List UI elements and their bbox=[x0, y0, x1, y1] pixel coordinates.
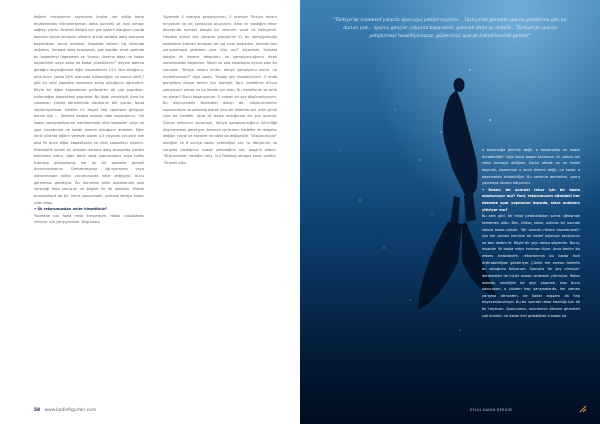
paragraph: Yüzmede çok fazla rekor kırıyordum. Hatta uluslararası rekorlar için yarışıyordum. Düşüncesi bbox=[34, 213, 144, 225]
interview-question: • İlk rekorunuzdan neler hissettiniz? bbox=[34, 207, 107, 212]
interview-question: • Rekor; bir sonraki rekor için bir basla oluşturuyor mu? Yani, rekorunuzun altındaki her deneme spor yapmanın dışında, sizce anlamını yitiriyor mu? bbox=[482, 187, 580, 212]
paragraph: o basamağa gelmek değil, o basamakta ne kadar durabildiğin" diye bana başarı tanımına, ilk zaman bir rekor kırmaya aldığımı. Kadın olmak ve ne hedef koymak, kazanmak o denli önemli değil, ne kadar o basamakta kalabildiğin. Bu nedenle benimkisi, sporu yapmaya devam ediyorum. bbox=[482, 148, 580, 186]
article-column-1 bbox=[34, 14, 144, 226]
pull-quote: "Türkiye'de maalesef yıllarda sporcuyu yetiştirmiyorlar... Türkiye'de genelde sporcu yetiştirme gibi bir durum yok... sporcu gençler çalışırsa başarabilir, gelecek daha iyi olabilir... Türkiye'de sporcu yetiştirmeyi hedefliyorsanız, gözlerimizi açarak bakabilmemiz gerekli" bbox=[333, 18, 567, 40]
paragraph: Yüzmede 5 branşta şampiyonum, 5 branşta Türkiye rekoru kırıyorum ya da şampiyon oluyorum. Ama ilk yaptığım rekor öncesinde serbest dalışta bir rekorum vardı ve kalkışımdı. Hayatta birinci kez yarışma yapıyorum ki, bir şampiyonluğu kaybetme ihtimali olmayan bir işe nasıl başladım. Aslında ben yarışmamaya giderken yine 'olur mu?' diyordum. Serbest dalışta ilk derece rekorumu ve şampiyonluğumu direk zorlanmadan başardım. Takım ve oda arkadaşım ayrıca olan bu sorunda: "Dünya rekoru kırdın, dünya şampiyonu oldun, ne hissediyorsun?" diye sordu. "Boşbir şey hissediyorum. O anda gerçekten dünya benim için bitmişti. Yani, hedefimiz dünya şampiyonu olmak ve bu benim için oldu. Bu hedeflerim ve artık ne olmalı? Bunu başarıyorum. O andaki bir şey düşünmüyorum. Bu düşüncedeki ilkelerden dolayı de, düşüncemlerim sayesindeyiz ve psikolog olarak yeni bir hedefim var, artık şimdi yine bir hedefin. Ama ilk başta olduğunda bir şey lazımdı. Dünya rekorunu korumam, dünya şampiyonluğunu ikinciliğe düşürmemek gerekiyor. Amacım da budur: hedefler ile dalgalar değişir, hayal ve hayaller ve daha da değişebilir. "Düşüncesiyle" dediğim ve 6 seviye kadar yeteneğim var. İyi dalıyorum ve yarışma yaptığımız sırada yeteneğimi var, başarılı oldum. "Düşünceslle" dediğim olay, bul Psikolog olmaya karar verdim. "Önemli olan bbox=[163, 15, 278, 165]
page-footer bbox=[34, 408, 96, 413]
website-link[interactable]: www.kadinfigurleri.com bbox=[44, 408, 97, 413]
article-column-2 bbox=[163, 14, 277, 166]
page-number: 58 bbox=[34, 408, 41, 413]
magazine-name: EYLÜL KADIN DERGİSİ bbox=[470, 408, 513, 412]
page-corner-icon bbox=[578, 404, 588, 414]
article-column-3 bbox=[482, 147, 580, 319]
paragraph: Bu amlı gibi, bir rekor pedaladıktan sonra uğraşmak tamamen oldu. Ben, birkaç rekor, aslında bir sonraki rekora basla olmak. "Bir sonraki rekora hazırlanmak" için her zaman kendine bir hedef koymayı seviyorum ve ben dedim ki: Böyle bir şeyi dalışa söyledim. Bunu, insanlar ilk başta rekor kırılmaz diyor. Ama benim bu rekoru kırabilmem, rekorlarımın bu kadar hızlı arttırabildiğimi gösteriyor. Çünkü her zaman hedefin bu olduğunu biliyorum. Sonuçta 'bir şey olmuyor' denemeleri de hiçbir zaman anlamını yitirmiyor. Rekor aslında, sevdiğim bir şeyi yapmak, hep bunu savundum, o yüzden hep yarışmalarda, her zaman yarışma atmosferi, ne kadar alışsam da hep heyecanlandırıyor. Bu bir sonraki rekor hazırlığı için de bir heyecan. Sporcuların, sınırlarının ötesine gitmeleri çok önemli; ne kadar ileri gidebilirse o kadar iyi. bbox=[482, 214, 580, 318]
paragraph: değerli hocalarımız sayesinde bunlar net edilip baraj diyalemeden elliminimleman daha kuvvetli ve hızlı olmayı sağlayı yordu. Serbest dalışta için çok şeyerli olduğunu yarda aporum içinde olmasını almamı ancak serbest dalış branşına başladıktan sonra anladım. Kapasite telimin hiç farkında değilsim. Serbest dalış branşında, çok basitbr sürat gerinde bu kapasiteyi ürgenmek ve "bunun üzerine daha ne kadar koyabilirim veya daha ne kadar yüzebilirim?" deyme bakma gereğini duyduğumda diğer kapasitemin 13,5 litre olduğunu, ama bunu yarda 28'ti oranında kullandığımı ve bunun delil,7 gibi bir vital kapasite rakamına sahip olduğumu öğrendim. Böyle bir diğer kapasiteme profesörler de çok şaşırdılar; kullandığım kapasitemi şaşırdılar. Bu Allah vergisiydi. Ama bu rakamları yüzme dönemimde hocalarım bilt ıyordu; bana söylemiyorlardı. Dediler ki! Hayat hep spontane gelişiyor benim için ... Serbest dalışta aslında vital kapasitenin, "ne kadar zorlayabiliyorum nemlenmede vital kapasite" olayı ve spor hayatımda ne kadar önemli olduğunu anladım. Eğer ilerki yıllarda eğitim veresek olsam 4-5 yaşında çocuklar bile olsa ilk önce diğer kapasitesini ve vital kapasiteyi ölçerim. Sistematik olarak en azından serbest dalış branşında neelen bakılması bakın, eğer derin dalış yapıyorsanız veya nefes tutmaya gidiyorsanız her ay bir sistemle girmeli durumundasınız. Deformasyona uğruyorsanız veya zorlanmadan dolayı vücudunuzda neler değişiyor, bunu görmemiz gerekiyor. Bu durumda bilim adamlarının size vereceği tıbbi sonuçlar ve bilgiler ile de dalabilir. Yüzme branşındayit da bir, kerre yapıyorsaki, yıldızda kereye kadar yılan bilaz. bbox=[34, 15, 144, 205]
